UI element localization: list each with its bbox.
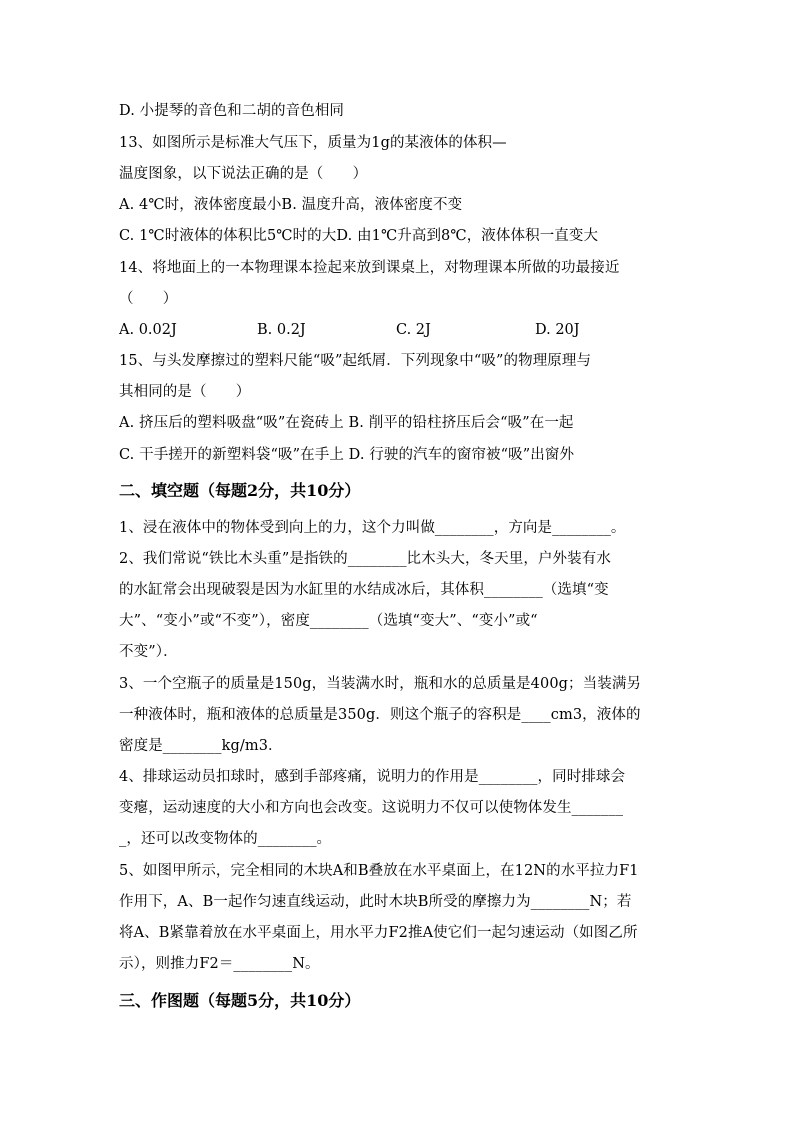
q13-options-ab: A. 4℃时，液体密度最小B. 温度升高，液体密度不变 [119, 197, 463, 213]
fill-q3-line2: 一种液体时，瓶和液体的总质量是350g．则这个瓶子的容积是____cm3，液体的 [119, 707, 641, 723]
fill-q4-line2: 变瘪，运动速度的大小和方向也会改变。这说明力不仅可以使物体发生_______ [119, 800, 624, 816]
q14-stem-line1: 14、将地面上的一本物理课本捡起来放到课桌上，对物理课本所做的功最接近 [119, 260, 620, 276]
q14-option-a: A. 0.02J [119, 322, 177, 338]
q12-option-d: D. 小提琴的音色和二胡的音色相同 [119, 103, 345, 119]
q15-stem-line1: 15、与头发摩擦过的塑料尺能“吸”起纸屑．下列现象中“吸”的物理原理与 [119, 353, 592, 369]
q13-options-cd: C. 1℃时液体的体积比5℃时的大D. 由1℃升高到8℃，液体体积一直变大 [119, 228, 599, 244]
fill-q5-line1: 5、如图甲所示，完全相同的木块A和B叠放在水平桌面上，在12N的水平拉力F1 [119, 863, 639, 879]
fill-q2-line4: 不变”）． [119, 644, 178, 660]
q14-stem-line2: （ ） [119, 291, 178, 307]
fill-q1: 1、浸在液体中的物体受到向上的力，这个力叫做________，方向是________。 [119, 520, 626, 536]
fill-q2-line2: 的水缸常会出现破裂是因为水缸里的水结成冰后，其体积________（选填“变 [119, 582, 609, 598]
fill-q4-line3: _，还可以改变物体的________。 [119, 831, 332, 847]
q14-option-c: C. 2J [396, 322, 431, 338]
q13-stem-line1: 13、如图所示是标准大气压下，质量为1g的某液体的体积— [119, 135, 507, 151]
q15-options-ab: A. 挤压后的塑料吸盘“吸”在瓷砖上 B. 削平的铅柱挤压后会“吸”在一起 [119, 415, 574, 431]
section-heading-drawing: 三、作图题（每题5分，共10分） [119, 991, 361, 1010]
q15-options-cd: C. 干手搓开的新塑料袋“吸”在手上 D. 行驶的汽车的窗帘被“吸”出窗外 [119, 447, 575, 463]
q13-stem-line2: 温度图象，以下说法正确的是（ ） [119, 166, 368, 182]
q15-stem-line2: 其相同的是（ ） [119, 384, 251, 400]
fill-q2-line3: 大”、“变小”或“不变”），密度________（选填“变大”、“变小”或“ [119, 613, 538, 629]
fill-q3-line3: 密度是________kg/m3． [119, 738, 283, 754]
fill-q5-line4: 示），则推力F2＝________N。 [119, 956, 320, 972]
fill-q5-line3: 将A、B紧靠着放在水平桌面上，用水平力F2推A使它们一起匀速运动（如图乙所 [119, 925, 638, 941]
fill-q5-line2: 作用下，A、B一起作匀速直线运动，此时木块B所受的摩擦力为________N；若 [119, 894, 632, 910]
q14-option-b: B. 0.2J [257, 322, 306, 338]
q14-option-d: D. 20J [535, 322, 580, 338]
fill-q3-line1: 3、一个空瓶子的质量是150g，当装满水时，瓶和水的总质量是400g；当装满另 [119, 676, 642, 692]
fill-q4-line1: 4、排球运动员扣球时，感到手部疼痛，说明力的作用是________，同时排球会 [119, 769, 626, 785]
fill-q2-line1: 2、我们常说“铁比木头重”是指铁的________比木头大，冬天里，户外装有水 [119, 551, 611, 567]
section-heading-fill-in: 二、填空题（每题2分，共10分） [119, 481, 361, 500]
